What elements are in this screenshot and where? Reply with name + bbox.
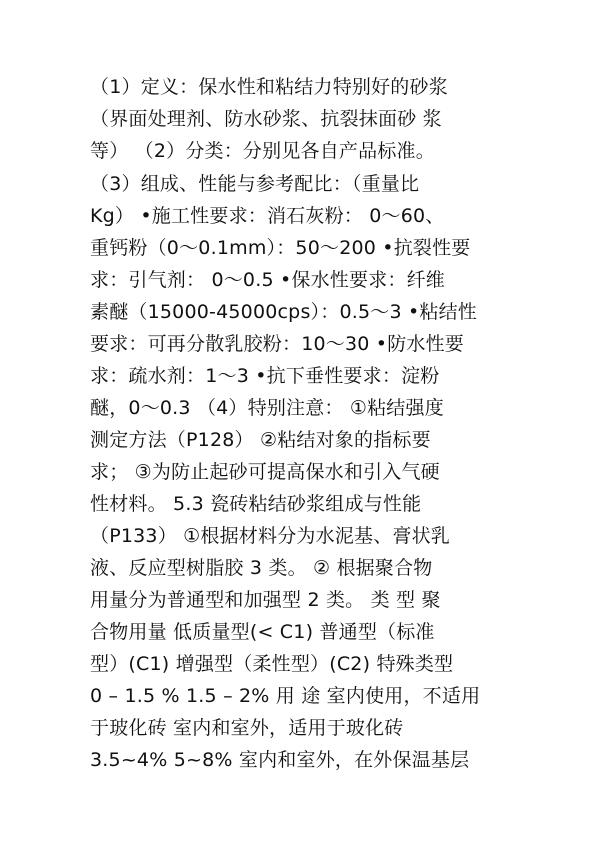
text-line-9: 要求：可再分散乳胶粉：10～30 •防水性要 <box>90 333 465 355</box>
text-line-1: （1）定义：保水性和粘结力特别好的砂浆 <box>90 76 448 98</box>
text-line-11: 醚，0～0.3 （4）特别注意： ①粘结强度 <box>90 397 444 419</box>
text-line-12: 测定方法（P128） ②粘结对象的指标要 <box>90 429 431 451</box>
text-line-21: 于玻化砖 室内和室外，适用于玻化砖 <box>90 717 404 739</box>
text-line-10: 求：疏水剂：1～3 •抗下垂性要求：淀粉 <box>90 365 440 387</box>
text-line-17: 用量分为普通型和加强型 2 类。 类 型 聚 <box>90 589 441 611</box>
text-line-18: 合物用量 低质量型(< C1) 普通型（标准 <box>90 621 435 643</box>
text-line-4: （3）组成、性能与参考配比：（重量比 <box>90 173 420 195</box>
text-line-22: 3.5~4% 5~8% 室内和室外，在外保温基层 <box>90 749 470 771</box>
text-line-5: Kg） •施工性要求：消石灰粉： 0～60、 <box>90 205 445 227</box>
text-line-16: 液、反应型树脂胶 3 类。 ② 根据聚合物 <box>90 557 433 579</box>
text-line-2: （界面处理剂、防水砂浆、抗裂抹面砂 浆 <box>90 108 442 130</box>
text-line-14: 性材料。 5.3 瓷砖粘结砂浆组成与性能 <box>90 493 422 515</box>
text-line-7: 求：引气剂： 0～0.5 •保水性要求：纤维 <box>90 269 445 291</box>
text-line-19: 型）(C1) 增强型（柔性型）(C2) 特殊类型 <box>90 653 454 675</box>
text-line-8: 素醚（15000-45000cps）：0.5～3 •粘结性 <box>90 301 477 323</box>
text-line-3: 等） （2）分类：分别见各自产品标准。 <box>90 140 435 162</box>
text-line-13: 求； ③为防止起砂可提高保水和引入气硬 <box>90 461 440 483</box>
text-line-20: 0 – 1.5 % 1.5 – 2% 用 途 室内使用，不适用 <box>90 685 481 707</box>
text-line-15: （P133） ①根据材料分为水泥基、膏状乳 <box>90 525 450 547</box>
text-line-6: 重钙粉（0～0.1mm）：50～200 •抗裂性要 <box>90 237 471 259</box>
